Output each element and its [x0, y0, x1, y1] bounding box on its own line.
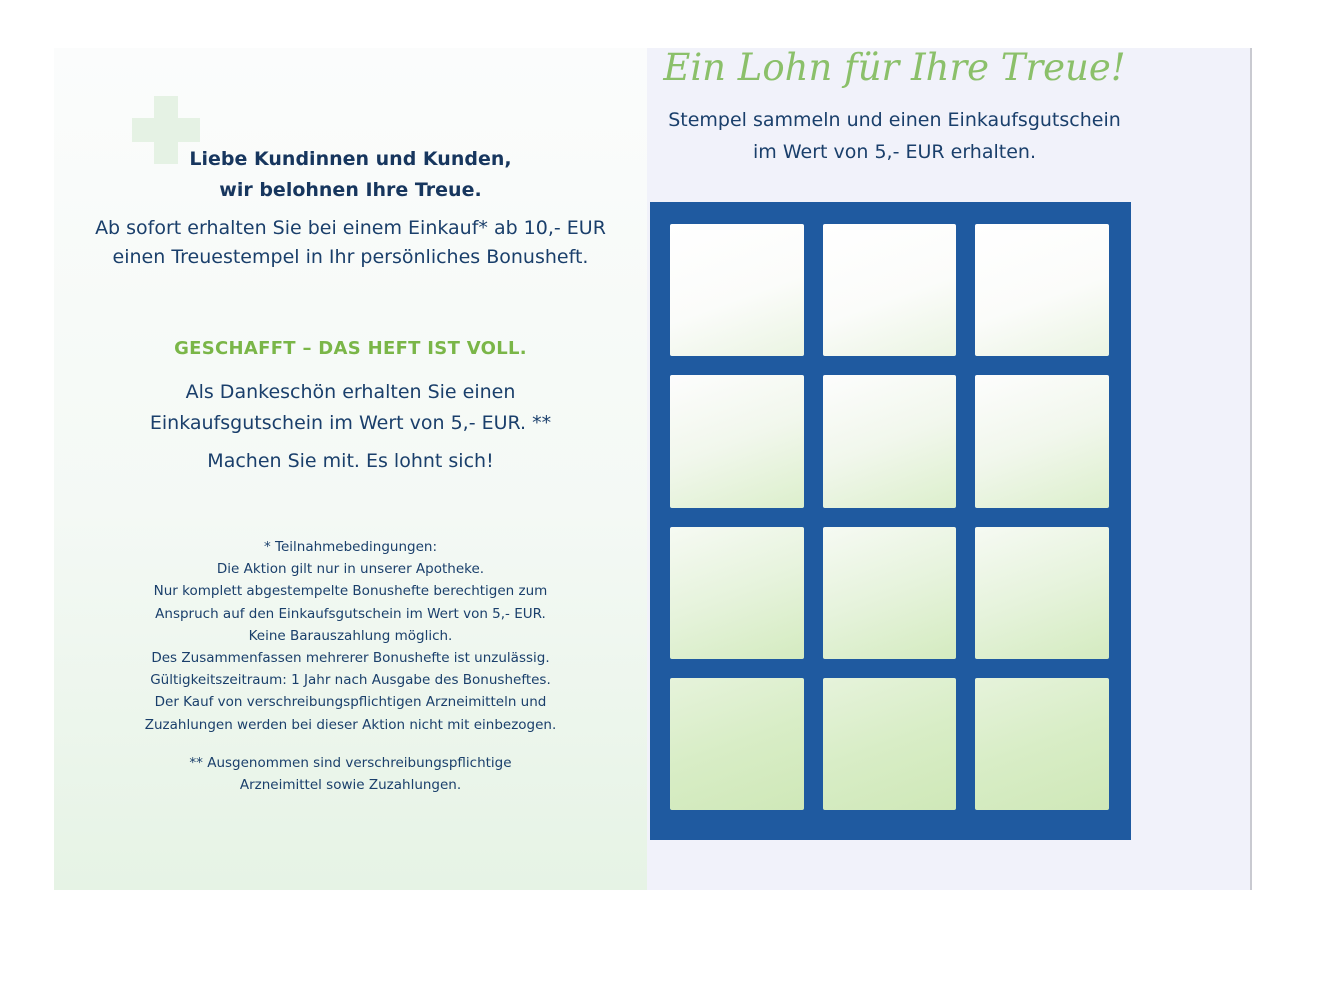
subheading-line: Stempel sammeln und einen Einkaufsgutschein [668, 109, 1121, 131]
greeting-line: Liebe Kundinnen und Kunden, [189, 148, 512, 170]
stamp-slot [670, 527, 804, 659]
intro-line: einen Treuestempel in Ihr persönliches Bonusheft. [112, 246, 589, 268]
stamp-slot [823, 527, 957, 659]
stamp-subheading [593, 104, 1196, 168]
terms-line: Nur komplett abgestempelte Bonushefte berechtigen zum [153, 583, 548, 600]
stamp-slot [670, 224, 804, 356]
info-panel [54, 48, 647, 890]
thanks-text [54, 377, 647, 439]
stamp-slot [823, 678, 957, 810]
terms-line: Zuzahlungen werden bei dieser Aktion nicht mit einbezogen. [144, 716, 557, 733]
exclusion-note [54, 752, 647, 797]
greeting [54, 144, 647, 206]
subheading-line: im Wert von 5,- EUR erhalten. [753, 141, 1036, 163]
greeting-line: wir belohnen Ihre Treue. [219, 179, 482, 201]
terms-line: Die Aktion gilt nur in unserer Apotheke. [216, 561, 485, 578]
stamp-slot [975, 224, 1109, 356]
done-heading: GESCHAFFT – DAS HEFT IST VOLL. [174, 338, 527, 359]
stamp-slot [670, 678, 804, 810]
participation-terms [54, 536, 647, 736]
intro-text [54, 214, 647, 272]
call-to-action: Machen Sie mit. Es lohnt sich! [207, 450, 494, 472]
stamp-slot [975, 375, 1109, 507]
stamp-grid [650, 202, 1131, 840]
intro-line: Ab sofort erhalten Sie bei einem Einkauf* ab 10,- EUR [95, 217, 606, 239]
thanks-line: Einkaufsgutschein im Wert von 5,- EUR. ** [149, 412, 552, 434]
stamp-slot [823, 224, 957, 356]
stamp-heading: Ein Lohn für Ihre Treue! [663, 46, 1126, 89]
terms-line: Gültigkeitszeitraum: 1 Jahr nach Ausgabe des Bonusheftes. [150, 672, 551, 689]
thanks-line: Als Dankeschön erhalten Sie einen [185, 381, 516, 403]
terms-line: Anspruch auf den Einkaufsgutschein im Wert von 5,- EUR. [155, 605, 546, 622]
terms-line: Der Kauf von verschreibungspflichtigen Arzneimitteln und [154, 694, 547, 711]
terms-line: Des Zusammenfassen mehrerer Bonushefte ist unzulässig. [151, 650, 550, 667]
terms-line: Keine Barauszahlung möglich. [248, 627, 453, 644]
terms-line: * Teilnahmebedingungen: [263, 539, 438, 555]
stamp-slot [670, 375, 804, 507]
stamp-slot [823, 375, 957, 507]
exclusion-line: ** Ausgenommen sind verschreibungspflichtige [189, 755, 512, 771]
exclusion-line: Arzneimittel sowie Zuzahlungen. [239, 777, 462, 794]
stamp-slot [975, 527, 1109, 659]
stamp-slot [975, 678, 1109, 810]
